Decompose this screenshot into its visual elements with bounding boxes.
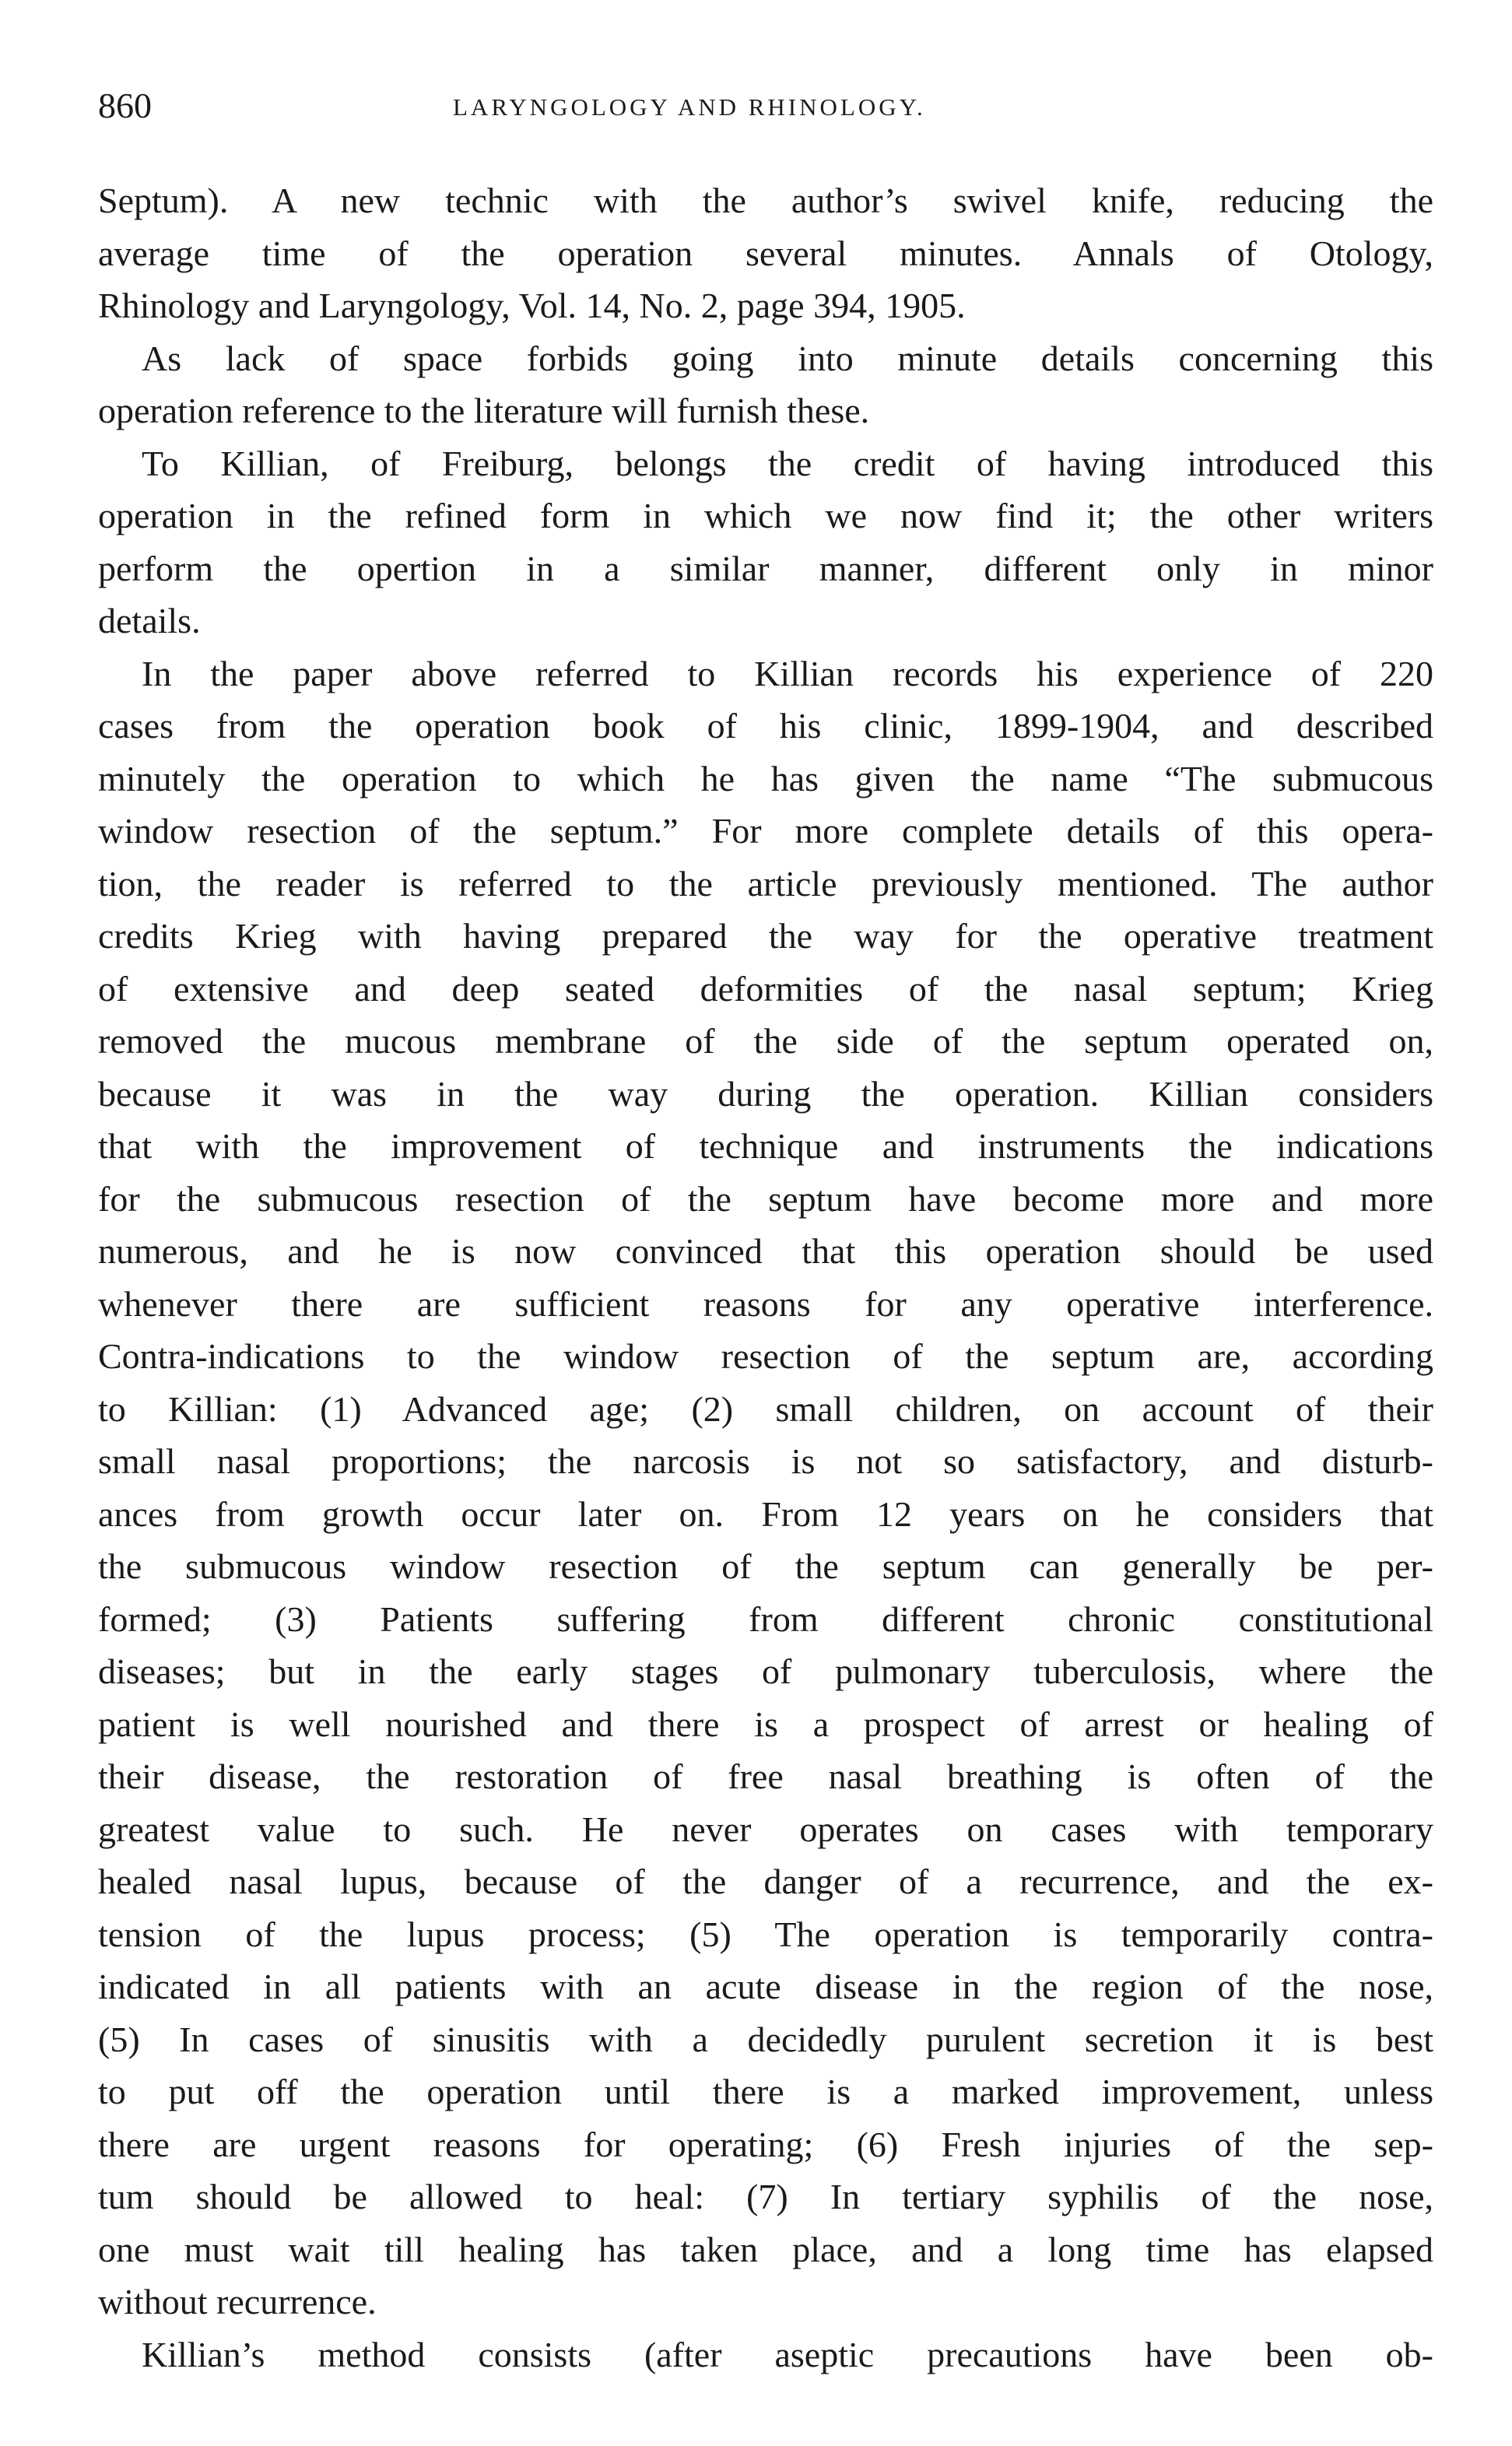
- text-line: tum should be allowed to heal: (7) In tertiary syphilis of the nose,: [98, 2177, 1433, 2216]
- text-line: Killian’s method consists (after aseptic precautions have been ob-: [142, 2334, 1433, 2374]
- running-title: LARYNGOLOGY AND RHINOLOGY.: [453, 93, 926, 121]
- text-line: to put off the operation until there is a marked improvement, unless: [98, 2072, 1433, 2111]
- text-line: healed nasal lupus, because of the danger of a recurrence, and the ex-: [98, 1862, 1433, 1901]
- text-line: In the paper above referred to Killian records his experience of 220: [142, 653, 1433, 693]
- text-line: (5) In cases of sinusitis with a decidedly purulent secretion it is best: [98, 2019, 1433, 2059]
- text-line: removed the mucous membrane of the side of the septum operated on,: [98, 1021, 1433, 1061]
- page-number: 860: [98, 86, 152, 125]
- text-line: because it was in the way during the operation. Killian considers: [98, 1073, 1433, 1114]
- text-line: minutely the operation to which he has given the name “The submucous: [98, 758, 1433, 798]
- text-line: To Killian, of Freiburg, belongs the credit of having introduced this: [142, 443, 1433, 483]
- text-line: details.: [98, 601, 201, 640]
- text-line: that with the improvement of technique and instruments the indications: [98, 1126, 1433, 1166]
- text-line: greatest value to such. He never operates on cases with temporary: [98, 1809, 1433, 1849]
- text-line: Septum). A new technic with the author’s swivel knife, reducing the: [98, 181, 1433, 220]
- text-line: indicated in all patients with an acute disease in the region of the nose,: [98, 1967, 1433, 2006]
- text-line: diseases; but in the early stages of pulmonary tuberculosis, where the: [98, 1651, 1433, 1691]
- text-line: tion, the reader is referred to the article previously mentioned. The author: [98, 863, 1433, 904]
- body-text: [98, 174, 1433, 2381]
- text-line: patient is well nourished and there is a prospect of arrest or healing of: [98, 1704, 1433, 1744]
- text-line: of extensive and deep seated deformities of the nasal septum; Krieg: [98, 968, 1433, 1009]
- text-line: one must wait till healing has taken place, and a long time has elapsed: [98, 2229, 1433, 2269]
- text-line: tension of the lupus process; (5) The operation is temporarily contra-: [98, 1914, 1433, 1954]
- text-line: formed; (3) Patients suffering from different chronic constitutional: [98, 1598, 1433, 1639]
- text-line: the submucous window resection of the septum can generally be per-: [98, 1546, 1433, 1586]
- text-line: perform the opertion in a similar manner, different only in minor: [98, 548, 1433, 588]
- text-line: window resection of the septum.” For more complete details of this opera-: [98, 811, 1433, 851]
- text-line: whenever there are sufficient reasons for any operative interference.: [98, 1283, 1433, 1324]
- text-line: to Killian: (1) Advanced age; (2) small children, on account of their: [98, 1388, 1433, 1429]
- text-line: ances from growth occur later on. From 12 years on he considers that: [98, 1493, 1433, 1534]
- text-line: operation in the refined form in which we now find it; the other writers: [98, 496, 1433, 535]
- text-line: without recurrence.: [98, 2282, 377, 2321]
- running-head: [98, 84, 1433, 131]
- page: [98, 84, 1433, 2381]
- text-line: credits Krieg with having prepared the way for the operative treatment: [98, 916, 1433, 956]
- text-line: their disease, the restoration of free nasal breathing is often of the: [98, 1756, 1433, 1796]
- text-line: Rhinology and Laryngology, Vol. 14, No. 2, page 394, 1905.: [98, 286, 966, 325]
- text-line: there are urgent reasons for operating; (6) Fresh injuries of the sep-: [98, 2124, 1433, 2164]
- text-line: Contra-indications to the window resection of the septum are, according: [98, 1336, 1433, 1376]
- text-line: for the submucous resection of the septum have become more and more: [98, 1178, 1433, 1219]
- text-line: numerous, and he is now convinced that this operation should be used: [98, 1231, 1433, 1271]
- text-line: operation reference to the literature will furnish these.: [98, 391, 870, 430]
- text-line: cases from the operation book of his clinic, 1899-1904, and described: [98, 706, 1433, 746]
- text-line: small nasal proportions; the narcosis is not so satisfactory, and disturb-: [98, 1441, 1433, 1481]
- text-line: average time of the operation several minutes. Annals of Otology,: [98, 233, 1433, 273]
- text-line: As lack of space forbids going into minute details concerning this: [142, 338, 1433, 378]
